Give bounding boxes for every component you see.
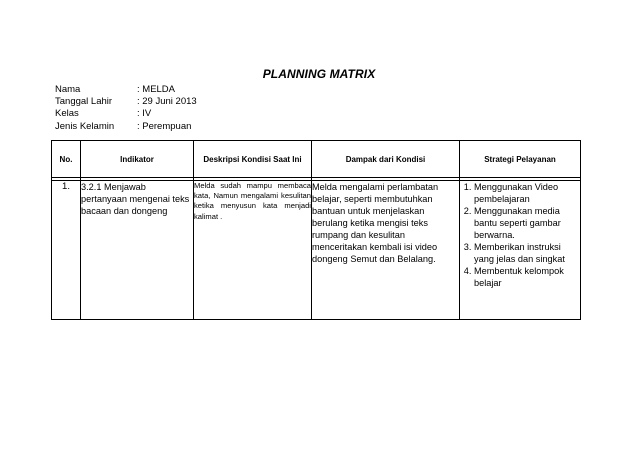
strategy-item: 3. Memberikan instruksi yang jelas dan singkat: [474, 241, 580, 265]
info-label: Tanggal Lahir: [55, 96, 113, 108]
page-title: PLANNING MATRIX: [262, 67, 376, 81]
header-dampak: Dampak dari Kondisi: [312, 141, 460, 178]
table-row: [52, 181, 581, 320]
cell-no: 1.: [52, 181, 81, 320]
cell-strategi: [460, 181, 581, 320]
strategy-list: [460, 181, 580, 289]
info-row-tanggal-lahir: [55, 96, 197, 108]
strategy-item: 1. Menggunakan Video pembelajaran: [474, 181, 580, 205]
header-no: No.: [52, 141, 81, 178]
header-deskripsi: Deskripsi Kondisi Saat Ini: [194, 141, 312, 178]
info-value: : 29 Juni 2013: [137, 96, 197, 108]
cell-dampak: Melda mengalami perlambatan belajar, seperti membutuhkan bantuan untuk menjelaskan berulang ketika mengisi teks rumpang dan kesulitan menceritakan kembali isi video dongeng Semut dan Belalang.: [312, 181, 460, 320]
table-header-row: [52, 141, 581, 178]
info-row-jenis-kelamin: [55, 121, 197, 133]
info-label: Jenis Kelamin: [55, 120, 115, 132]
info-label: Kelas: [55, 108, 79, 120]
info-row-nama: [55, 84, 197, 96]
info-value: : MELDA: [137, 84, 176, 95]
strategy-item: 2. Menggunakan media bantu seperti gambar berwarna.: [474, 205, 580, 241]
planning-matrix-table: [51, 140, 581, 320]
info-label: Nama: [55, 84, 81, 95]
header-indikator: Indikator: [81, 141, 194, 178]
student-info: [55, 84, 197, 133]
strategy-item: 4. Membentuk kelompok belajar: [474, 265, 580, 289]
info-value: : IV: [137, 108, 152, 120]
cell-deskripsi: Melda sudah mampu membaca kata, Namun mengalami kesulitan ketika menyusun kata menjadi kalimat .: [194, 181, 312, 320]
cell-indikator: 3.2.1 Menjawab pertanyaan mengenai teks bacaan dan dongeng: [81, 181, 194, 320]
info-row-kelas: [55, 108, 197, 120]
header-strategi: Strategi Pelayanan: [460, 141, 581, 178]
info-value: : Perempuan: [137, 120, 192, 132]
